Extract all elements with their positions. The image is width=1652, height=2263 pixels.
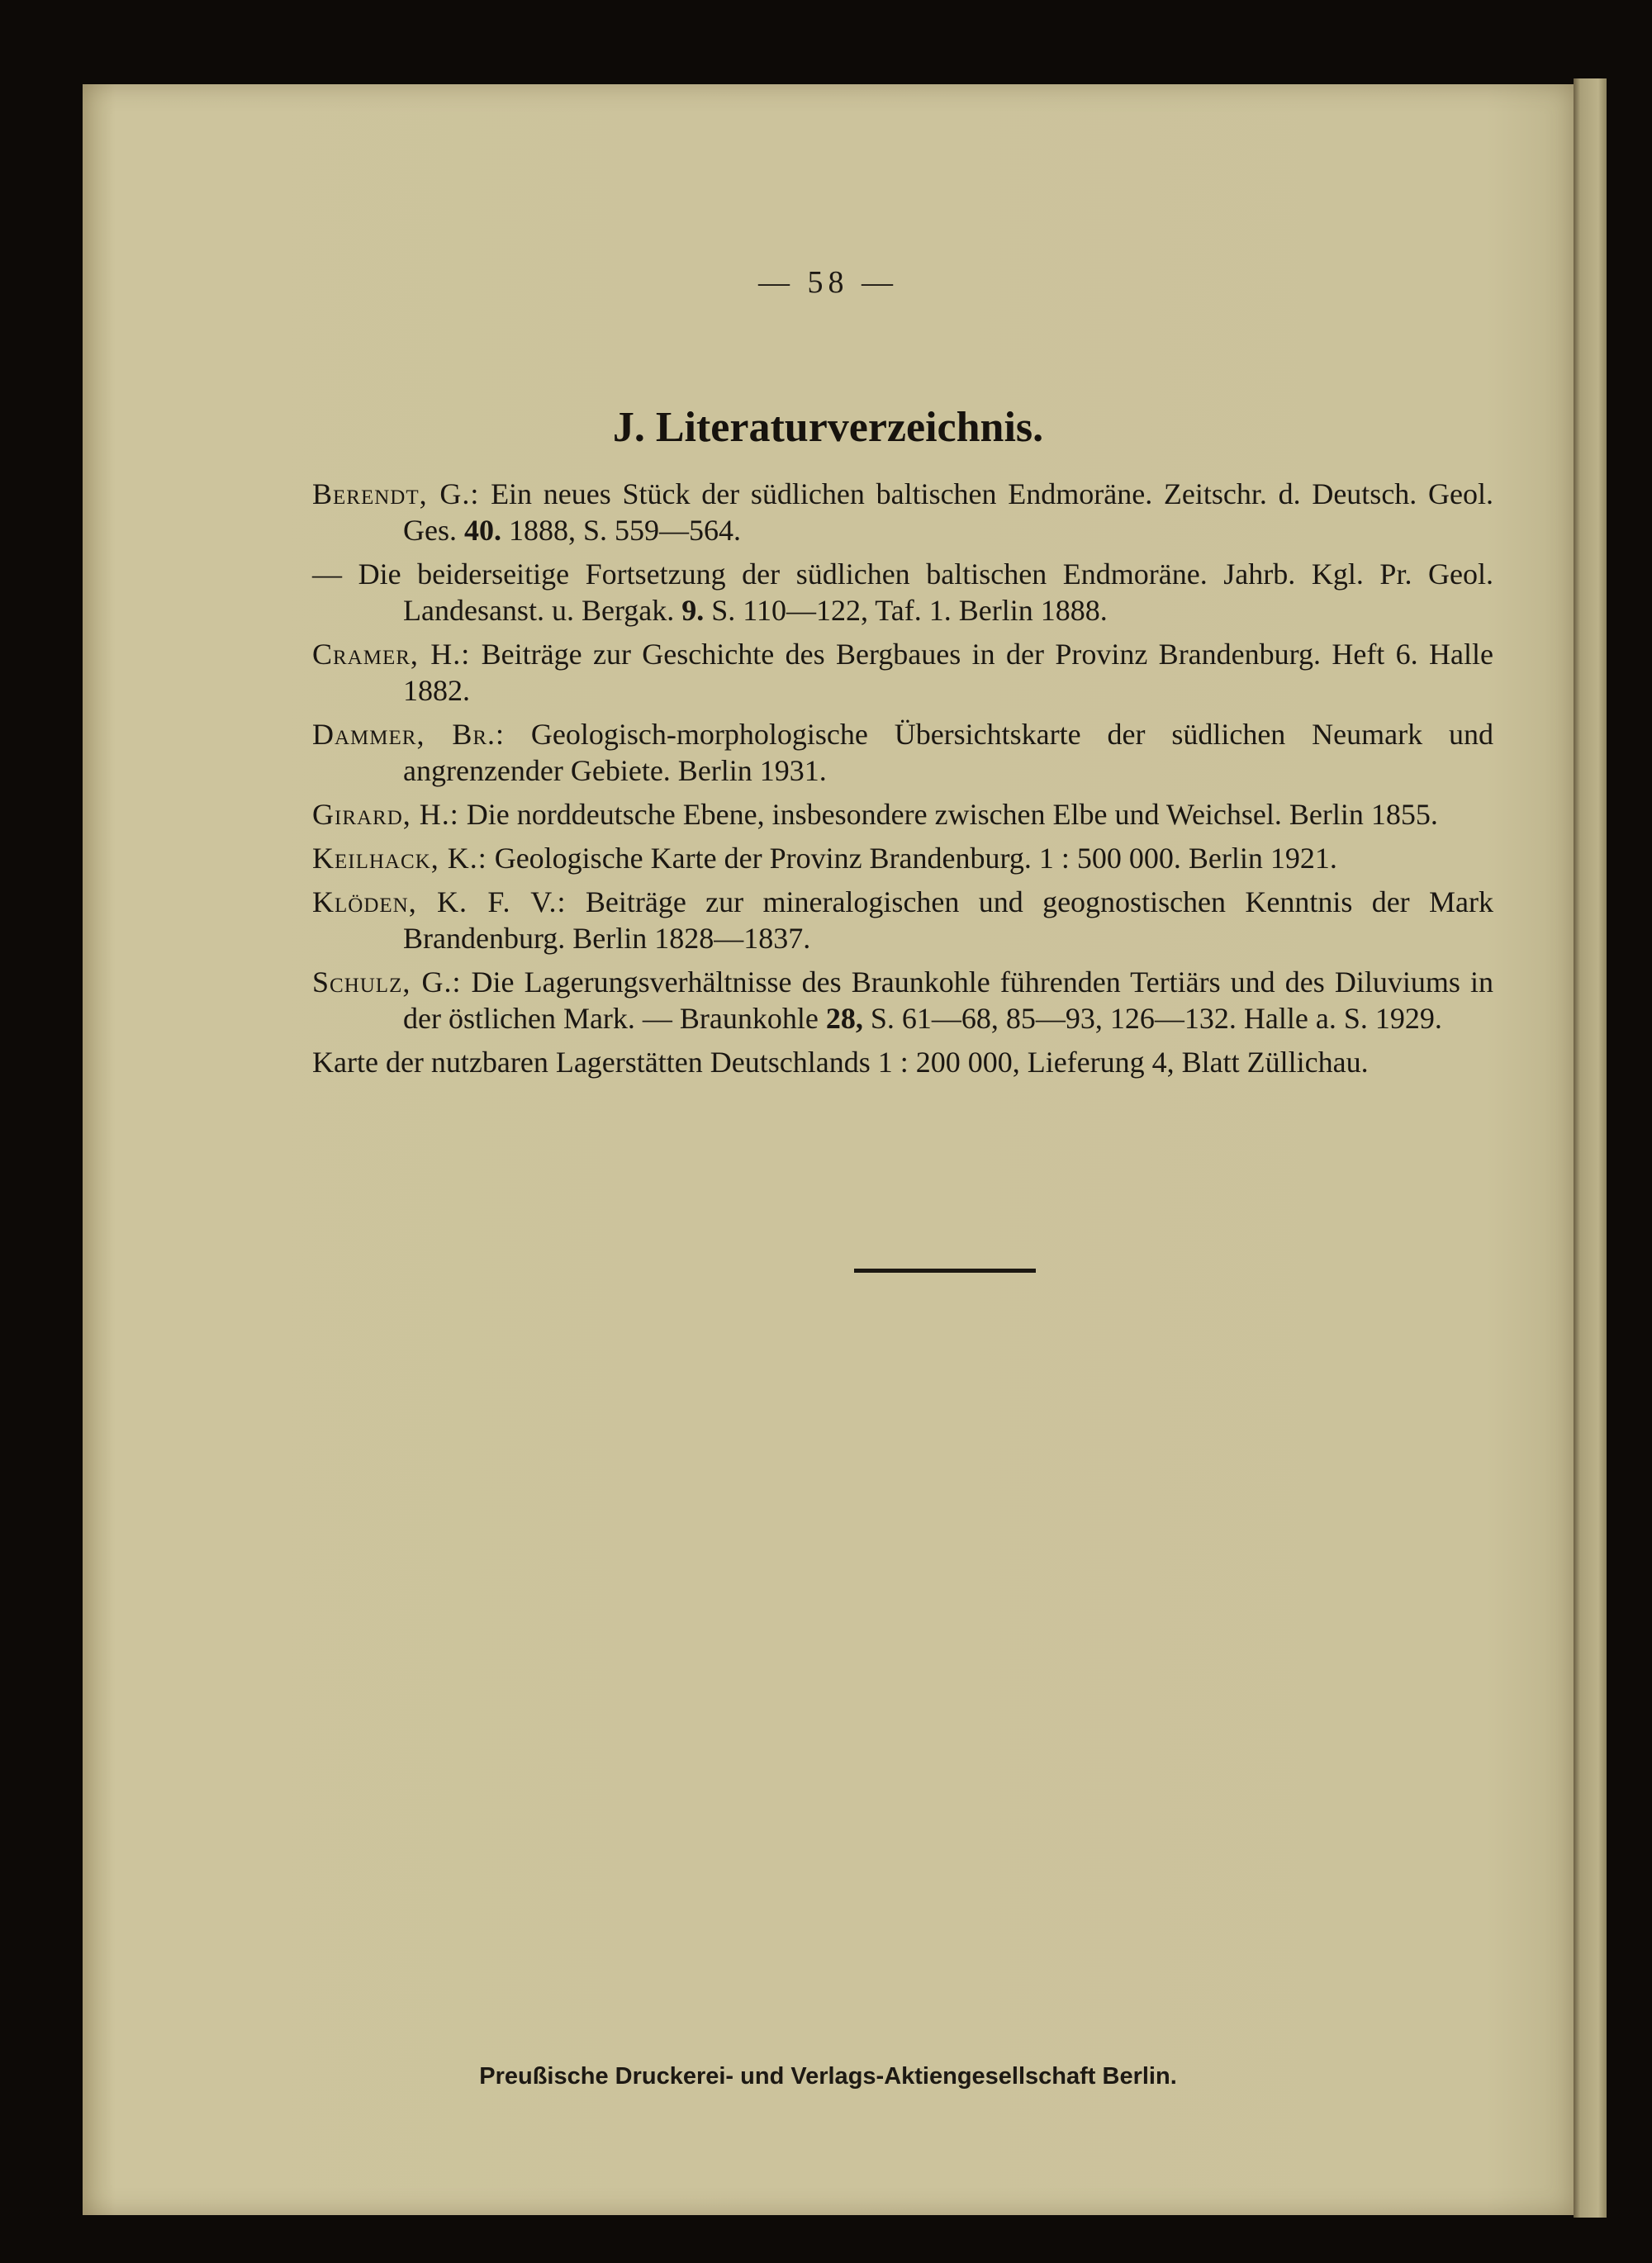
reference-volume: 28,	[825, 1002, 863, 1035]
reference-text: Die norddeutsche Ebene, insbesondere zwischen Elbe und Weichsel. Berlin 1855.	[458, 798, 1438, 831]
reference-author: Berendt, G.:	[312, 477, 480, 510]
reference-entry	[312, 1044, 1493, 1080]
reference-text: — Die beiderseitige Fortsetzung der südlichen baltischen Endmoräne. Jahrb. Kgl. Pr. Geol. Landesanst. u. Bergak.	[312, 557, 1493, 627]
reference-text: 1888, S. 559—564.	[501, 514, 742, 547]
reference-list	[312, 476, 1493, 1088]
reference-entry	[312, 796, 1493, 833]
reference-author: Cramer, H.:	[312, 638, 471, 671]
reference-entry	[312, 476, 1493, 548]
reference-author: Dammer, Br.:	[312, 718, 506, 751]
reference-text: S. 61—68, 85—93, 126—132. Halle a. S. 1929.	[862, 1002, 1442, 1035]
reference-text: Die Lagerungsverhältnisse des Braunkohle führenden Tertiärs und des Diluviums in der östlichen Mark. — Braunkohle	[403, 965, 1493, 1035]
printer-imprint: Preußische Druckerei- und Verlags-Aktiengesellschaft Berlin.	[479, 2063, 1177, 2090]
reference-entry	[312, 964, 1493, 1037]
book-gutter	[1574, 78, 1607, 2218]
page-number: — 58 —	[758, 265, 898, 300]
reference-text: S. 110—122, Taf. 1. Berlin 1888.	[704, 594, 1108, 627]
closing-rule	[854, 1269, 1036, 1273]
reference-author: Schulz, G.:	[312, 965, 462, 999]
reference-author: Girard, H.:	[312, 798, 459, 831]
section-heading: J. Literaturverzeichnis.	[612, 404, 1044, 451]
reference-author: Klöden, K. F. V.:	[312, 885, 567, 918]
reference-author: Keilhack, K.:	[312, 842, 487, 875]
reference-text: Geologische Karte der Provinz Brandenburg. 1 : 500 000. Berlin 1921.	[487, 842, 1337, 875]
reference-entry	[312, 636, 1493, 709]
reference-entry	[312, 556, 1493, 629]
reference-entry	[312, 716, 1493, 789]
reference-text: Beiträge zur mineralogischen und geognostischen Kenntnis der Mark Brandenburg. Berlin 1828—1837.	[403, 885, 1493, 955]
reference-text: Beiträge zur Geschichte des Bergbaues in der Provinz Brandenburg. Heft 6. Halle 1882.	[403, 638, 1494, 707]
reference-text: Ein neues Stück der südlichen baltischen Endmoräne. Zeitschr. d. Deutsch. Geol. Ges.	[403, 477, 1494, 547]
reference-entry	[312, 884, 1493, 956]
reference-text: Karte der nutzbaren Lagerstätten Deutschlands 1 : 200 000, Lieferung 4, Blatt Züllichau.	[312, 1046, 1369, 1079]
reference-volume: 9.	[681, 594, 705, 627]
reference-volume: 40.	[464, 514, 501, 547]
book-page	[83, 84, 1574, 2215]
reference-text: Geologisch-morphologische Übersichtskarte der südlichen Neumark und angrenzender Gebiete. Berlin 1931.	[403, 718, 1493, 787]
reference-entry	[312, 840, 1493, 876]
